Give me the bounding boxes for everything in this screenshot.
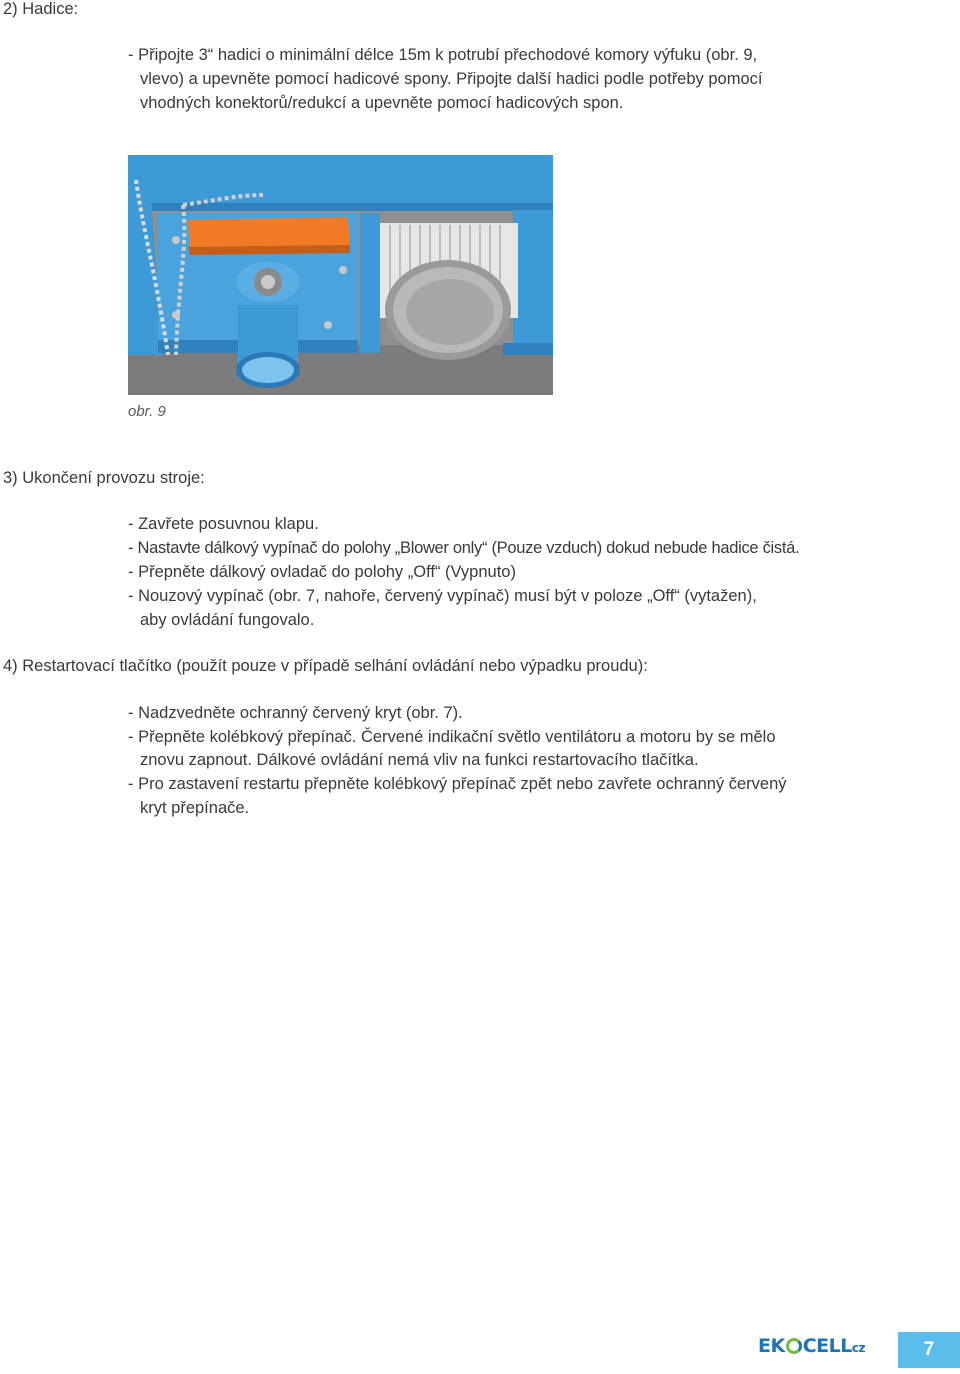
paragraph-line: - Pro zastavení restartu přepněte kolébkový přepínač zpět nebo zavřete ochranný červený	[128, 775, 787, 793]
paragraph-line: - Nouzový vypínač (obr. 7, nahoře, červený vypínač) musí být v poloze „Off“ (vytažen),	[128, 587, 757, 605]
logo-text: cz	[851, 1341, 865, 1355]
recycle-icon	[786, 1338, 802, 1354]
page-number: 7	[898, 1332, 960, 1368]
paragraph-line: vlevo) a upevněte pomocí hadicové spony. Připojte další hadici podle potřeby pomocí	[140, 70, 763, 88]
machine-photo	[128, 155, 553, 395]
ekocell-logo	[758, 1335, 865, 1357]
figure-caption: obr. 9	[128, 403, 166, 420]
logo-text: CELL	[802, 1335, 852, 1357]
paragraph-line: znovu zapnout. Dálkové ovládání nemá vliv na funkci restartovacího tlačítka.	[140, 751, 699, 769]
paragraph-line: - Přepněte kolébkový přepínač. Červené indikační světlo ventilátoru a motoru by se mělo	[128, 728, 776, 746]
paragraph-line: vhodných konektorů/redukcí a upevněte pomocí hadicových spon.	[140, 94, 624, 112]
paragraph-line: aby ovládání fungovalo.	[140, 611, 315, 629]
logo-text: EK	[758, 1335, 785, 1357]
paragraph-line: kryt přepínače.	[140, 799, 250, 817]
paragraph-line: - Nadzvedněte ochranný červený kryt (obr. 7).	[128, 704, 463, 722]
section-2-heading: 2) Hadice:	[3, 0, 79, 18]
paragraph-line: - Nastavte dálkový vypínač do polohy „Blower only“ (Pouze vzduch) dokud nebude hadice čistá.	[128, 539, 800, 557]
paragraph-line: - Zavřete posuvnou klapu.	[128, 515, 319, 533]
paragraph-line: - Přepněte dálkový ovladač do polohy „Off“ (Vypnuto)	[128, 563, 516, 581]
paragraph-line: - Připojte 3“ hadici o minimální délce 15m k potrubí přechodové komory výfuku (obr. 9,	[128, 46, 758, 64]
section-4-heading: 4) Restartovací tlačítko (použít pouze v případě selhání ovládání nebo výpadku proudu):	[3, 657, 648, 675]
section-3-heading: 3) Ukončení provozu stroje:	[3, 469, 205, 487]
